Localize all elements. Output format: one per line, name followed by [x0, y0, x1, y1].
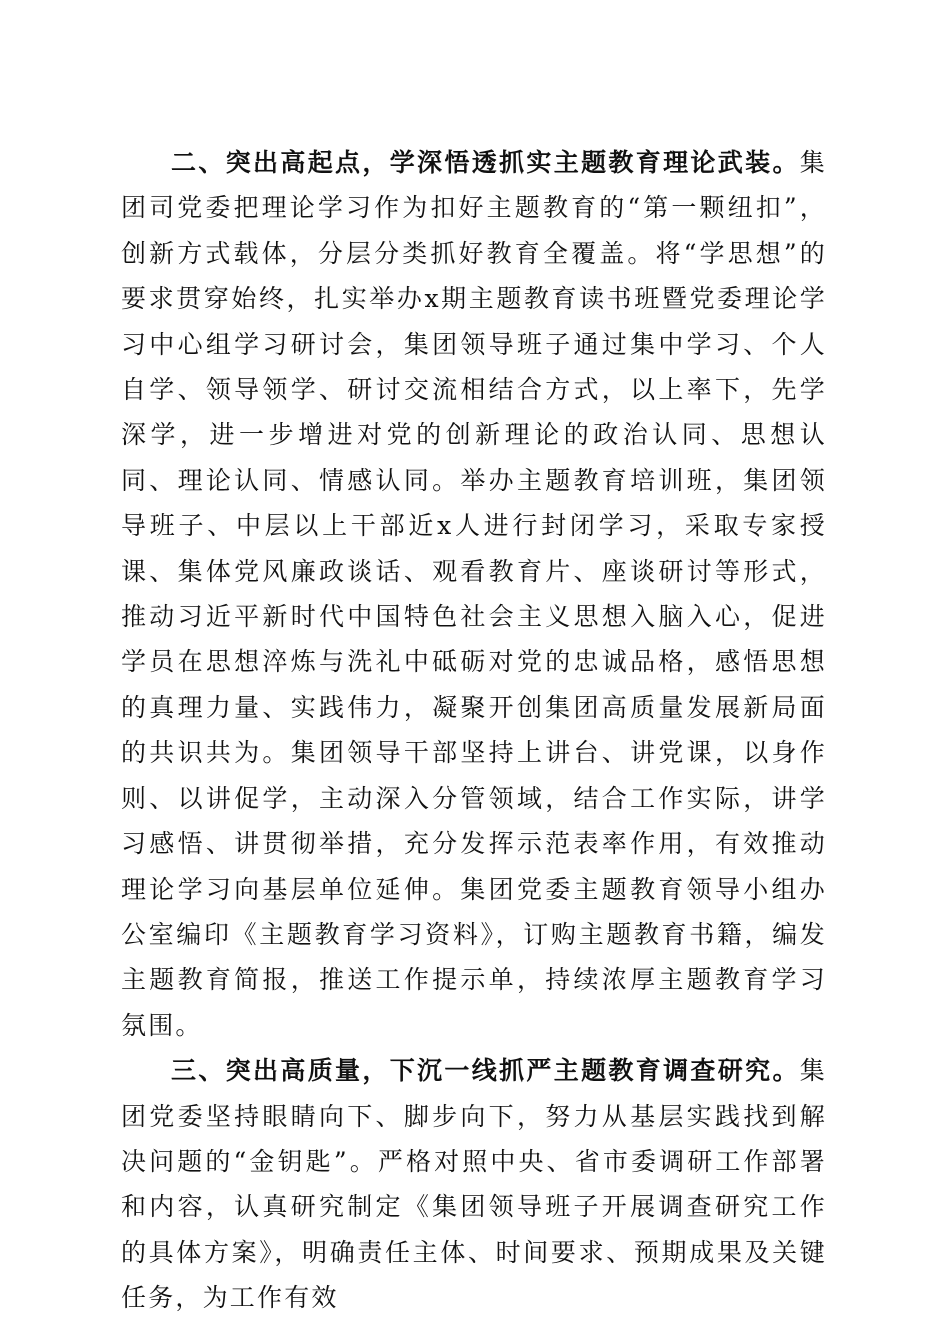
paragraph-heading: 三、突出高质量，下沉一线抓严主题教育调查研究。	[171, 1056, 800, 1086]
paragraph-text: 集团党委坚持眼睛向下、脚步向下，努力从基层实践找到解决问题的“金钥匙”。严格对照中央、省市委调研工作部署和内容，认真研究制定《集团领导班子开展调查研究工作的具体方案》，明确责任主体、时间要求、预期成果及关键任务，为工作有效	[121, 1056, 827, 1313]
paragraph-text: 集团司党委把理论学习作为扣好主题教育的“第一颗纽扣”，创新方式载体，分层分类抓好教育全覆盖。将“学思想”的要求贯穿始终，扎实举办x期主题教育读书班暨党委理论学习中心组学习研讨会，集团领导班子通过集中学习、个人自学、领导领学、研讨交流相结合方式，以上率下，先学深学，进一步增进对党的创新理论的政治认同、思想认同、理论认同、情感认同。举办主题教育培训班，集团领导班子、中层以上干部近x人进行封闭学习，采取专家授课、集体党风廉政谈话、观看教育片、座谈研讨等形式，推动习近平新时代中国特色社会主义思想入脑入心，促进学员在思想淬炼与洗礼中砥砺对党的忠诚品格，感悟思想的真理力量、实践伟力，凝聚开创集团高质量发展新局面的共识共为。集团领导干部坚持上讲台、讲党课，以身作则、以讲促学，主动深入分管领域，结合工作实际，讲学习感悟、讲贯彻举措，充分发挥示范表率作用，有效推动理论学习向基层单位延伸。集团党委主题教育领导小组办公室编印《主题教育学习资料》，订购主题教育书籍，编发主题教育简报，推送工作提示单，持续浓厚主题教育学习氛围。	[121, 148, 827, 1040]
paragraph-heading: 二、突出高起点，学深悟透抓实主题教育理论武装。	[171, 148, 800, 177]
paragraph-investigation-research	[121, 1048, 827, 1320]
paragraph-theory-study	[121, 140, 827, 1048]
document-body	[121, 140, 827, 1321]
